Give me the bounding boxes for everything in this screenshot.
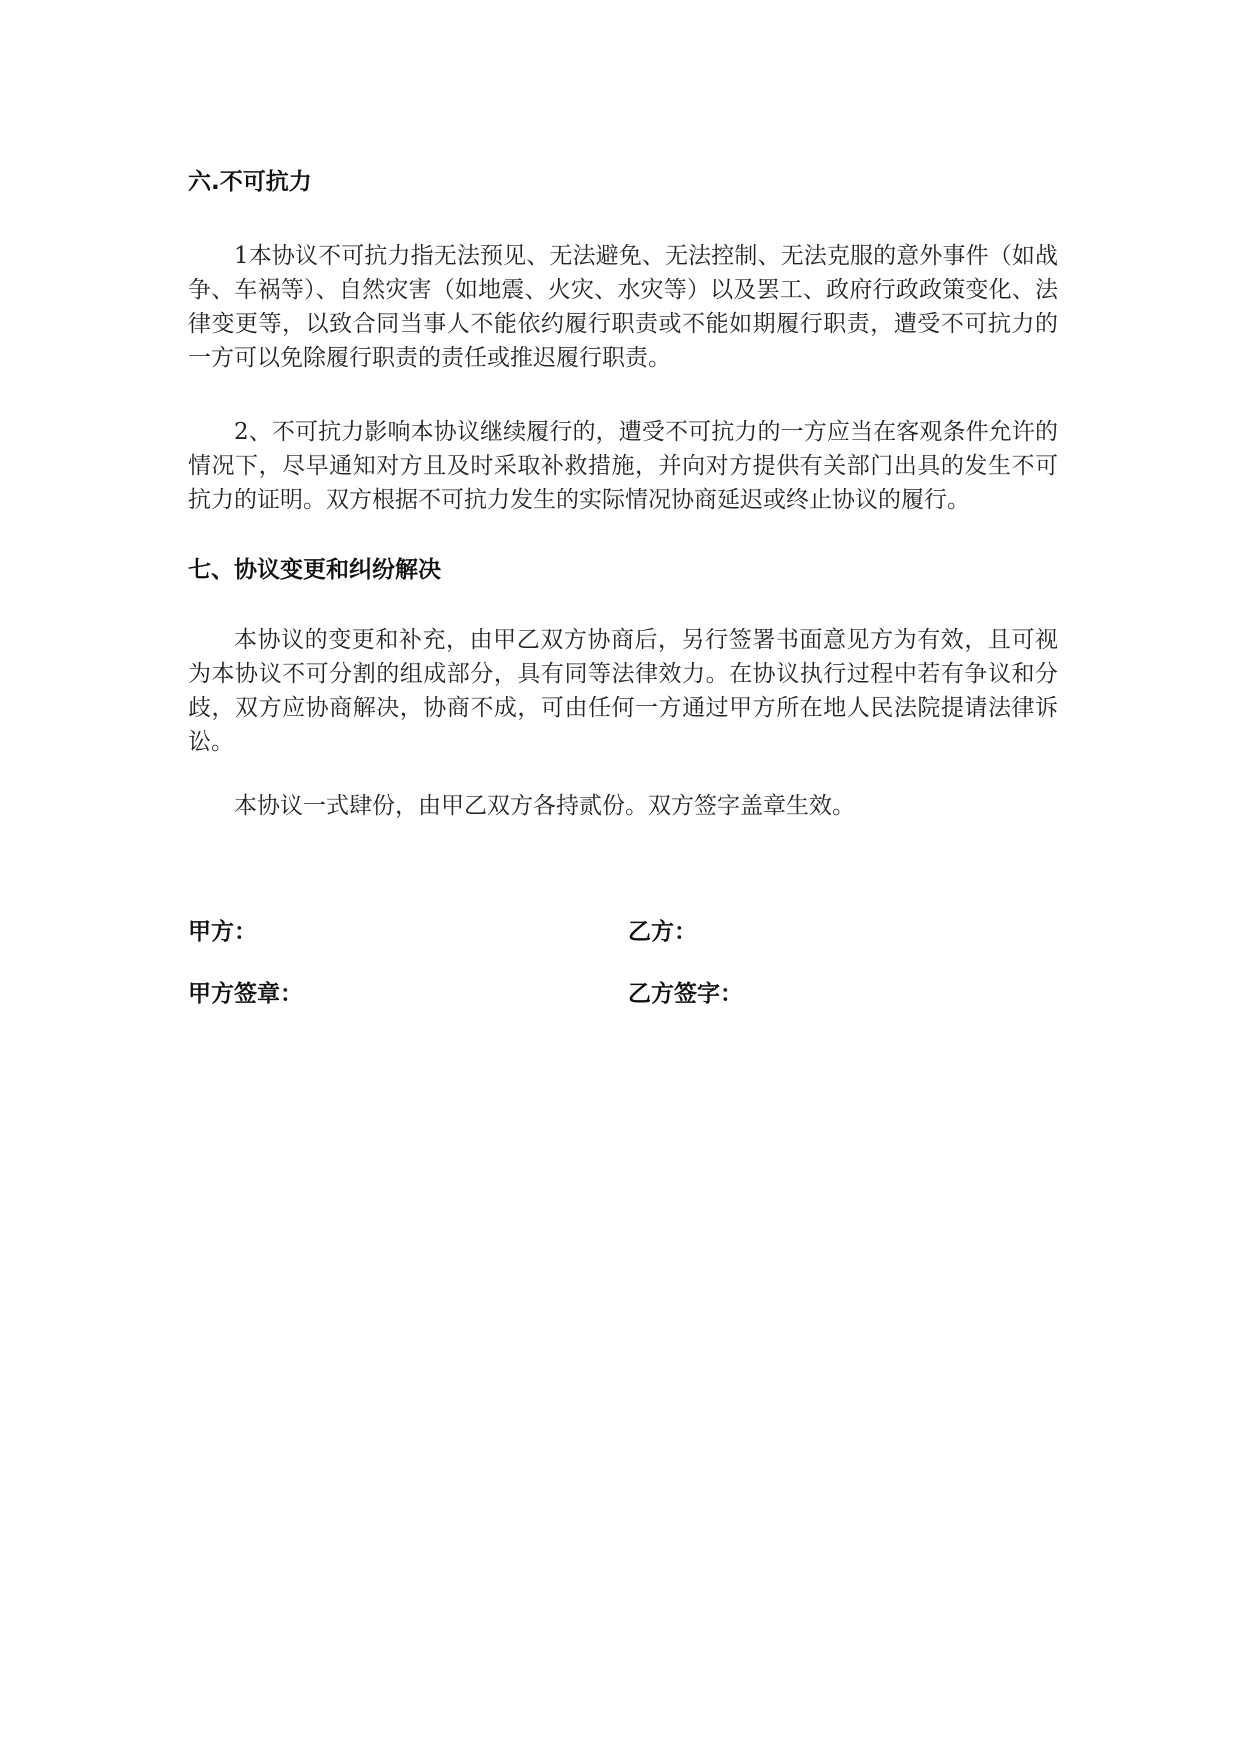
signature-row-seals: [188, 977, 1058, 1011]
document-page: [188, 150, 1058, 1011]
section-7-paragraph-1: 本协议的变更和补充，由甲乙双方协商后，另行签署书面意见方为有效，且可视为本协议不可分割的组成部分，具有同等法律效力。在协议执行过程中若有争议和分歧，双方应协商解决，协商不成，可由任何一方通过甲方所在地人民法院提请法律诉讼。: [188, 627, 1058, 755]
section-6-paragraph-2: 2、不可抗力影响本协议继续履行的，遭受不可抗力的一方应当在客观条件允许的情况下，尽早通知对方且及时采取补救措施，并向对方提供有关部门出具的发生不可抗力的证明。双方根据不可抗力发生的实际情况协商延迟或终止协议的履行。: [188, 419, 1058, 513]
party-a-seal-label: 甲方签章：: [188, 981, 303, 1007]
signature-row-parties: [188, 915, 1058, 949]
section-6-title: 六.不可抗力: [188, 169, 312, 195]
party-b-sign-label: 乙方签字：: [628, 981, 743, 1007]
section-6-paragraph-1: 1本协议不可抗力指无法预见、无法避免、无法控制、无法克服的意外事件（如战争、车祸等）、自然灾害（如地震、火灾、水灾等）以及罢工、政府行政政策变化、法律变更等，以致合同当事人不能依约履行职责或不能如期履行职责，遭受不可抗力的一方可以免除履行职责的责任或推迟履行职责。: [188, 243, 1058, 371]
section-7-title: 七、协议变更和纠纷解决: [188, 557, 441, 583]
party-b-label: 乙方：: [628, 919, 697, 945]
party-a-label: 甲方：: [188, 919, 257, 945]
section-7-paragraph-2: 本协议一式肆份，由甲乙双方各持贰份。双方签字盖章生效。: [234, 793, 855, 819]
